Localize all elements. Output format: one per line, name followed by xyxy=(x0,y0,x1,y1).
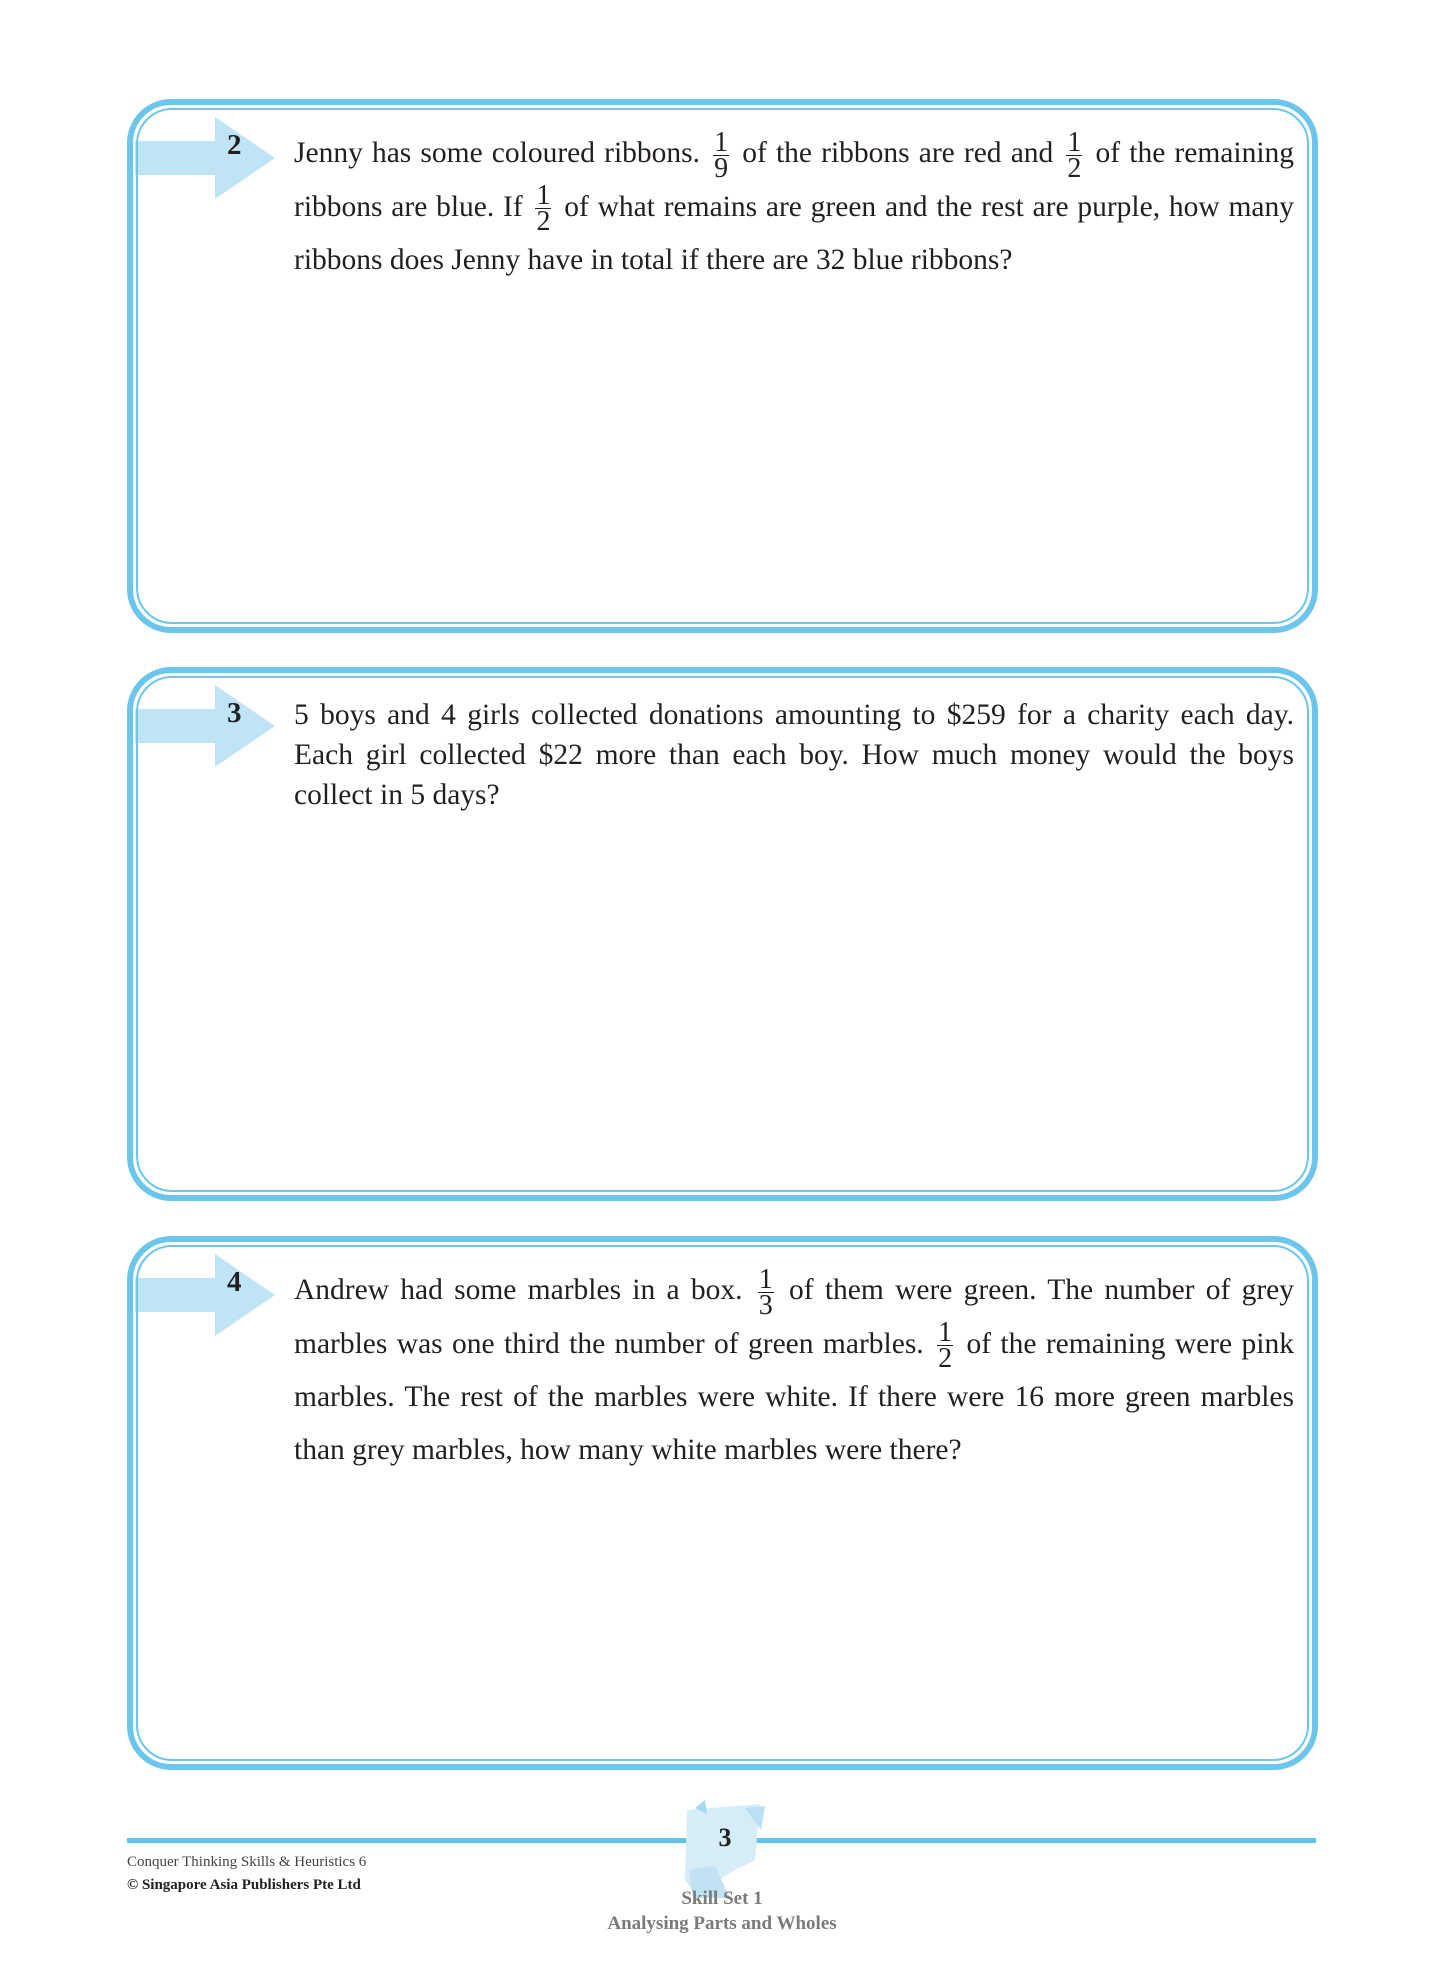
skill-set: Skill Set 1 xyxy=(681,1888,763,1909)
fraction-numerator: 1 xyxy=(714,126,729,158)
question-number: 3 xyxy=(227,697,242,729)
question-text xyxy=(294,695,1294,815)
fraction-denominator: 2 xyxy=(1067,152,1082,184)
text-run: of the remaining were pink marbles. The rest of the marbles were white. If there were 16 more green marbles than grey marbles, how many white marbles were there? xyxy=(294,1327,1294,1467)
text-run: of what remains are green and the rest are purple, how many ribbons does Jenny have in total if there are 32 blue ribbons? xyxy=(294,190,1294,277)
footer-credits xyxy=(127,1851,366,1897)
text-run: of them were green. The number of grey marbles was one third the number of green marbles. xyxy=(294,1274,1295,1360)
fraction xyxy=(758,1263,774,1321)
question-box-2 xyxy=(127,99,1318,633)
fraction-numerator: 1 xyxy=(1067,126,1082,158)
text-run: Jenny has some coloured ribbons. xyxy=(294,137,710,169)
text-run: of the remaining ribbons are blue. If xyxy=(294,137,1295,223)
question-text xyxy=(294,1264,1294,1477)
skill-name: Analysing Parts and Wholes xyxy=(607,1913,837,1934)
fraction xyxy=(937,1317,953,1375)
question-box-3 xyxy=(127,667,1318,1201)
question-number: 4 xyxy=(227,1266,242,1298)
book-title: Conquer Thinking Skills & Heuristics 6 xyxy=(127,1854,367,1870)
fraction-numerator: 1 xyxy=(758,1263,773,1295)
text-run: of the ribbons are red and xyxy=(733,137,1063,169)
question-text xyxy=(294,127,1294,287)
fraction-numerator: 1 xyxy=(938,1317,953,1349)
fraction-denominator: 2 xyxy=(938,1343,953,1375)
text-run: 5 boys and 4 girls collected donations amounting to $259 for a charity each day. Each girl collected $22 more than each boy. How much money would the boys collect in 5 days? xyxy=(294,699,1294,811)
skill-set-caption xyxy=(522,1886,922,1936)
fraction-denominator: 3 xyxy=(758,1289,773,1321)
question-number: 2 xyxy=(227,129,242,161)
arrow-icon xyxy=(135,1254,277,1336)
arrow-icon xyxy=(135,117,277,199)
fraction xyxy=(1066,126,1082,184)
fraction-numerator: 1 xyxy=(536,180,551,212)
arrow-icon xyxy=(135,685,277,767)
fraction-denominator: 9 xyxy=(714,152,729,184)
copyright: © Singapore Asia Publishers Pte Ltd xyxy=(127,1877,361,1893)
page-number: 3 xyxy=(718,1823,732,1852)
fraction-denominator: 2 xyxy=(536,206,551,238)
fraction xyxy=(713,126,729,184)
fraction xyxy=(535,180,551,238)
question-box-4 xyxy=(127,1236,1318,1770)
text-run: Andrew had some marbles in a box. xyxy=(294,1274,754,1306)
